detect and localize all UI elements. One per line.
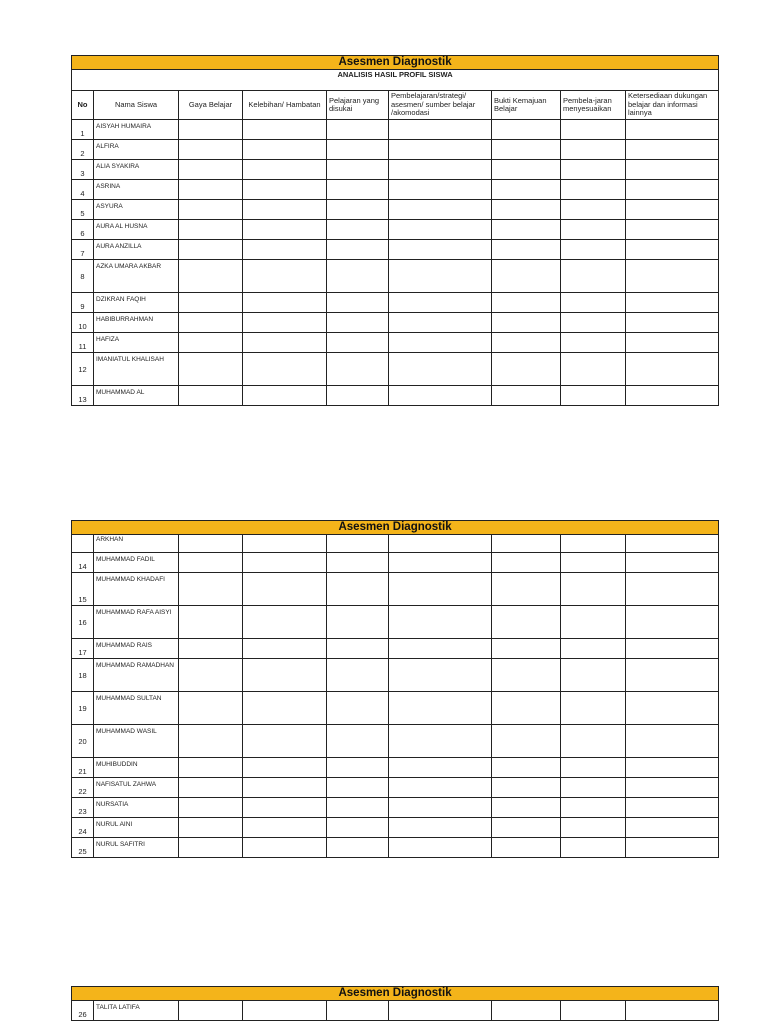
cell[interactable]: [389, 818, 492, 838]
cell[interactable]: [327, 573, 389, 606]
cell[interactable]: [561, 606, 626, 639]
cell[interactable]: [179, 535, 243, 553]
table-row: [72, 1001, 719, 1021]
cell[interactable]: [327, 333, 389, 353]
cell[interactable]: [492, 260, 561, 293]
cell[interactable]: [243, 240, 327, 260]
cell[interactable]: [179, 160, 243, 180]
cell[interactable]: [389, 553, 492, 573]
cell[interactable]: [389, 353, 492, 386]
student-name: NURSATIA: [94, 798, 179, 818]
cell[interactable]: [561, 659, 626, 692]
table-row: [72, 140, 719, 160]
cell[interactable]: [327, 758, 389, 778]
cell[interactable]: [327, 725, 389, 758]
cell[interactable]: [561, 293, 626, 313]
cell[interactable]: [243, 313, 327, 333]
cell[interactable]: [179, 798, 243, 818]
row-number: 25: [72, 838, 94, 858]
cell[interactable]: [243, 692, 327, 725]
cell[interactable]: [492, 553, 561, 573]
row-number: 2: [72, 140, 94, 160]
cell[interactable]: [492, 725, 561, 758]
table-row: [72, 778, 719, 798]
cell[interactable]: [243, 200, 327, 220]
student-name: DZIKRAN FAQIH: [94, 293, 179, 313]
table-row: [72, 725, 719, 758]
cell[interactable]: [626, 725, 719, 758]
cell[interactable]: [243, 333, 327, 353]
cell[interactable]: [389, 160, 492, 180]
cell[interactable]: [389, 535, 492, 553]
table-row: [72, 758, 719, 778]
cell[interactable]: [243, 798, 327, 818]
cell[interactable]: [243, 180, 327, 200]
cell[interactable]: [243, 778, 327, 798]
cell[interactable]: [243, 535, 327, 553]
cell[interactable]: [626, 758, 719, 778]
student-name: ALIA SYAKIRA: [94, 160, 179, 180]
cell[interactable]: [327, 778, 389, 798]
student-name: MUHAMMAD FADIL: [94, 553, 179, 573]
student-name: MUHAMMAD AL: [94, 386, 179, 406]
cell[interactable]: [626, 535, 719, 553]
cell[interactable]: [389, 758, 492, 778]
cell[interactable]: [626, 818, 719, 838]
table-row: [72, 353, 719, 386]
cell[interactable]: [327, 120, 389, 140]
student-name: AURA ANZILLA: [94, 240, 179, 260]
header-no: No: [72, 91, 94, 120]
cell[interactable]: [179, 313, 243, 333]
table-row: [72, 553, 719, 573]
cell[interactable]: [626, 220, 719, 240]
cell[interactable]: [389, 293, 492, 313]
table-row: [72, 639, 719, 659]
cell[interactable]: [327, 798, 389, 818]
student-name: NURUL AINI: [94, 818, 179, 838]
cell[interactable]: [626, 313, 719, 333]
cell[interactable]: [179, 180, 243, 200]
row-number: 9: [72, 293, 94, 313]
cell[interactable]: [243, 639, 327, 659]
cell[interactable]: [179, 260, 243, 293]
cell[interactable]: [492, 240, 561, 260]
sheet-page-3: [71, 986, 718, 1021]
cell[interactable]: [243, 818, 327, 838]
cell[interactable]: [626, 778, 719, 798]
sheet-title: Asesmen Diagnostik: [72, 521, 719, 535]
cell[interactable]: [626, 120, 719, 140]
cell[interactable]: [327, 535, 389, 553]
cell[interactable]: [561, 200, 626, 220]
cell[interactable]: [561, 818, 626, 838]
cell[interactable]: [327, 553, 389, 573]
cell[interactable]: [561, 260, 626, 293]
student-name: ALFIRA: [94, 140, 179, 160]
cell[interactable]: [626, 333, 719, 353]
table-row: [72, 386, 719, 406]
header-ketersediaan-dukungan: Ketersediaan dukungan belajar dan informasi lainnya: [626, 91, 719, 120]
cell[interactable]: [626, 386, 719, 406]
cell[interactable]: [389, 725, 492, 758]
student-name: TALITA LATIFA: [94, 1001, 179, 1021]
cell[interactable]: [327, 200, 389, 220]
cell[interactable]: [561, 573, 626, 606]
cell[interactable]: [243, 386, 327, 406]
cell[interactable]: [179, 692, 243, 725]
table-row: [72, 333, 719, 353]
cell[interactable]: [179, 240, 243, 260]
table-row: [72, 160, 719, 180]
cell[interactable]: [327, 838, 389, 858]
cell[interactable]: [179, 353, 243, 386]
row-number: 1: [72, 120, 94, 140]
cell[interactable]: [243, 260, 327, 293]
cell[interactable]: [492, 659, 561, 692]
student-name: MUHAMMAD RAFA AISYI: [94, 606, 179, 639]
cell[interactable]: [389, 573, 492, 606]
table-row: [72, 180, 719, 200]
table-row: [72, 692, 719, 725]
student-name: HABIBURRAHMAN: [94, 313, 179, 333]
cell[interactable]: [327, 659, 389, 692]
table-row: [72, 313, 719, 333]
cell[interactable]: [179, 120, 243, 140]
cell[interactable]: [561, 120, 626, 140]
student-name: AZKA UMARA AKBAR: [94, 260, 179, 293]
cell[interactable]: [389, 838, 492, 858]
row-number: [72, 535, 94, 553]
cell[interactable]: [389, 778, 492, 798]
cell[interactable]: [179, 220, 243, 240]
student-name: NAFISATUL ZAHWA: [94, 778, 179, 798]
cell[interactable]: [327, 160, 389, 180]
cell[interactable]: [561, 535, 626, 553]
cell[interactable]: [389, 692, 492, 725]
student-name: MUHAMMAD RAIS: [94, 639, 179, 659]
sheet-title: Asesmen Diagnostik: [72, 56, 719, 70]
cell[interactable]: [243, 293, 327, 313]
profile-table-page-3: [71, 986, 719, 1021]
cell[interactable]: [626, 240, 719, 260]
header-pelajaran-disukai: Pelajaran yang disukai: [327, 91, 389, 120]
header-pembelajaran-strategi: Pembelajaran/strategi/ asesmen/ sumber belajar /akomodasi: [389, 91, 492, 120]
cell[interactable]: [492, 120, 561, 140]
table-row: [72, 818, 719, 838]
cell[interactable]: [626, 293, 719, 313]
cell[interactable]: [179, 140, 243, 160]
cell[interactable]: [243, 120, 327, 140]
profile-table-page-1: [71, 55, 719, 406]
cell[interactable]: [327, 692, 389, 725]
student-name: HAFIZA: [94, 333, 179, 353]
row-number: 12: [72, 353, 94, 386]
cell[interactable]: [389, 120, 492, 140]
row-number: 21: [72, 758, 94, 778]
cell[interactable]: [561, 220, 626, 240]
cell[interactable]: [626, 573, 719, 606]
cell[interactable]: [389, 659, 492, 692]
cell[interactable]: [389, 260, 492, 293]
cell[interactable]: [561, 639, 626, 659]
cell[interactable]: [389, 386, 492, 406]
row-number: 17: [72, 639, 94, 659]
row-number: 22: [72, 778, 94, 798]
cell[interactable]: [561, 333, 626, 353]
cell[interactable]: [327, 220, 389, 240]
table-row: [72, 260, 719, 293]
cell[interactable]: [243, 140, 327, 160]
row-number: 8: [72, 260, 94, 293]
cell[interactable]: [327, 818, 389, 838]
row-number: 3: [72, 160, 94, 180]
row-number: 5: [72, 200, 94, 220]
row-number: 16: [72, 606, 94, 639]
cell[interactable]: [561, 160, 626, 180]
cell[interactable]: [179, 639, 243, 659]
cell[interactable]: [327, 313, 389, 333]
cell[interactable]: [492, 798, 561, 818]
cell[interactable]: [243, 220, 327, 240]
cell[interactable]: [626, 553, 719, 573]
cell[interactable]: [626, 639, 719, 659]
cell[interactable]: [561, 778, 626, 798]
table-row: [72, 838, 719, 858]
row-number: 14: [72, 553, 94, 573]
cell[interactable]: [327, 353, 389, 386]
student-name: MUHIBUDDIN: [94, 758, 179, 778]
cell[interactable]: [327, 240, 389, 260]
cell[interactable]: [561, 838, 626, 858]
cell[interactable]: [243, 1001, 327, 1021]
cell[interactable]: [492, 758, 561, 778]
cell[interactable]: [389, 333, 492, 353]
cell[interactable]: [626, 353, 719, 386]
cell[interactable]: [243, 659, 327, 692]
cell[interactable]: [243, 838, 327, 858]
row-number: 24: [72, 818, 94, 838]
cell[interactable]: [561, 798, 626, 818]
cell[interactable]: [561, 140, 626, 160]
cell[interactable]: [492, 838, 561, 858]
cell[interactable]: [626, 200, 719, 220]
header-bukti-kemajuan: Bukti Kemajuan Belajar: [492, 91, 561, 120]
cell[interactable]: [179, 778, 243, 798]
cell[interactable]: [492, 313, 561, 333]
cell[interactable]: [389, 606, 492, 639]
table-row: [72, 120, 719, 140]
sheet-title: Asesmen Diagnostik: [72, 987, 719, 1001]
cell[interactable]: [179, 553, 243, 573]
cell[interactable]: [389, 313, 492, 333]
cell[interactable]: [327, 293, 389, 313]
table-row: [72, 293, 719, 313]
cell[interactable]: [327, 260, 389, 293]
table-row: [72, 535, 719, 553]
header-gaya-belajar: Gaya Belajar: [179, 91, 243, 120]
cell[interactable]: [561, 692, 626, 725]
cell[interactable]: [327, 180, 389, 200]
cell[interactable]: [179, 386, 243, 406]
row-number: 11: [72, 333, 94, 353]
cell[interactable]: [327, 386, 389, 406]
cell[interactable]: [179, 293, 243, 313]
row-number: 15: [72, 573, 94, 606]
cell[interactable]: [179, 1001, 243, 1021]
cell[interactable]: [389, 140, 492, 160]
student-name: MUHAMMAD KHADAFI: [94, 573, 179, 606]
student-name: MUHAMMAD WASIL: [94, 725, 179, 758]
cell[interactable]: [389, 240, 492, 260]
header-pembelajaran-menyesuaikan: Pembela-jaran menyesuaikan: [561, 91, 626, 120]
cell[interactable]: [327, 1001, 389, 1021]
cell[interactable]: [492, 778, 561, 798]
cell[interactable]: [492, 293, 561, 313]
row-number: 13: [72, 386, 94, 406]
cell[interactable]: [626, 140, 719, 160]
student-name: AURA AL HUSNA: [94, 220, 179, 240]
cell[interactable]: [389, 180, 492, 200]
cell[interactable]: [492, 573, 561, 606]
cell[interactable]: [492, 220, 561, 240]
cell[interactable]: [327, 140, 389, 160]
table-row: [72, 573, 719, 606]
cell[interactable]: [492, 353, 561, 386]
cell[interactable]: [389, 200, 492, 220]
cell[interactable]: [561, 553, 626, 573]
cell[interactable]: [243, 160, 327, 180]
cell[interactable]: [179, 333, 243, 353]
table-row: [72, 606, 719, 639]
student-name: MUHAMMAD SULTAN: [94, 692, 179, 725]
profile-table-page-2: [71, 520, 719, 858]
table-row: [72, 200, 719, 220]
cell[interactable]: [561, 313, 626, 333]
row-number: 10: [72, 313, 94, 333]
cell[interactable]: [626, 798, 719, 818]
table-row: [72, 798, 719, 818]
cell[interactable]: [243, 606, 327, 639]
header-nama-siswa: Nama Siswa: [94, 91, 179, 120]
cell[interactable]: [243, 553, 327, 573]
sheet-subtitle: ANALISIS HASIL PROFIL SISWA: [72, 70, 719, 91]
student-name: AISYAH HUMAIRA: [94, 120, 179, 140]
cell[interactable]: [626, 1001, 719, 1021]
cell[interactable]: [492, 606, 561, 639]
cell[interactable]: [389, 639, 492, 659]
cell[interactable]: [179, 200, 243, 220]
cell[interactable]: [561, 353, 626, 386]
row-number: 26: [72, 1001, 94, 1021]
cell[interactable]: [561, 180, 626, 200]
cell[interactable]: [626, 260, 719, 293]
student-name: ASYURA: [94, 200, 179, 220]
cell[interactable]: [626, 606, 719, 639]
sheet-page-1: [71, 55, 718, 406]
cell[interactable]: [626, 659, 719, 692]
cell[interactable]: [492, 386, 561, 406]
cell[interactable]: [492, 692, 561, 725]
cell[interactable]: [179, 725, 243, 758]
cell[interactable]: [179, 758, 243, 778]
cell[interactable]: [561, 758, 626, 778]
cell[interactable]: [179, 606, 243, 639]
cell[interactable]: [626, 160, 719, 180]
cell[interactable]: [492, 140, 561, 160]
cell[interactable]: [561, 1001, 626, 1021]
cell[interactable]: [389, 220, 492, 240]
cell[interactable]: [179, 659, 243, 692]
cell[interactable]: [243, 353, 327, 386]
cell[interactable]: [243, 573, 327, 606]
header-kelebihan-hambatan: Kelebihan/ Hambatan: [243, 91, 327, 120]
cell[interactable]: [492, 160, 561, 180]
cell[interactable]: [389, 1001, 492, 1021]
cell[interactable]: [492, 1001, 561, 1021]
row-number: 18: [72, 659, 94, 692]
cell[interactable]: [492, 818, 561, 838]
cell[interactable]: [179, 838, 243, 858]
cell[interactable]: [492, 639, 561, 659]
cell[interactable]: [626, 180, 719, 200]
cell[interactable]: [243, 725, 327, 758]
row-number: 4: [72, 180, 94, 200]
sheet-page-2: [71, 520, 718, 858]
cell[interactable]: [492, 180, 561, 200]
cell[interactable]: [389, 798, 492, 818]
student-name: IMANIATUL KHALISAH: [94, 353, 179, 386]
cell[interactable]: [327, 606, 389, 639]
cell[interactable]: [492, 333, 561, 353]
cell[interactable]: [179, 818, 243, 838]
row-number: 23: [72, 798, 94, 818]
student-name: NURUL SAFITRI: [94, 838, 179, 858]
cell[interactable]: [327, 639, 389, 659]
table-row: [72, 240, 719, 260]
cell[interactable]: [561, 386, 626, 406]
cell[interactable]: [492, 200, 561, 220]
row-number: 20: [72, 725, 94, 758]
cell[interactable]: [492, 535, 561, 553]
cell[interactable]: [561, 240, 626, 260]
cell[interactable]: [179, 573, 243, 606]
cell[interactable]: [626, 692, 719, 725]
cell[interactable]: [243, 758, 327, 778]
row-number: 7: [72, 240, 94, 260]
student-name: MUHAMMAD RAMADHAN: [94, 659, 179, 692]
cell[interactable]: [561, 725, 626, 758]
table-row: [72, 659, 719, 692]
student-name: ASRINA: [94, 180, 179, 200]
student-name: ARKHAN: [94, 535, 179, 553]
cell[interactable]: [626, 838, 719, 858]
table-row: [72, 220, 719, 240]
row-number: 6: [72, 220, 94, 240]
row-number: 19: [72, 692, 94, 725]
